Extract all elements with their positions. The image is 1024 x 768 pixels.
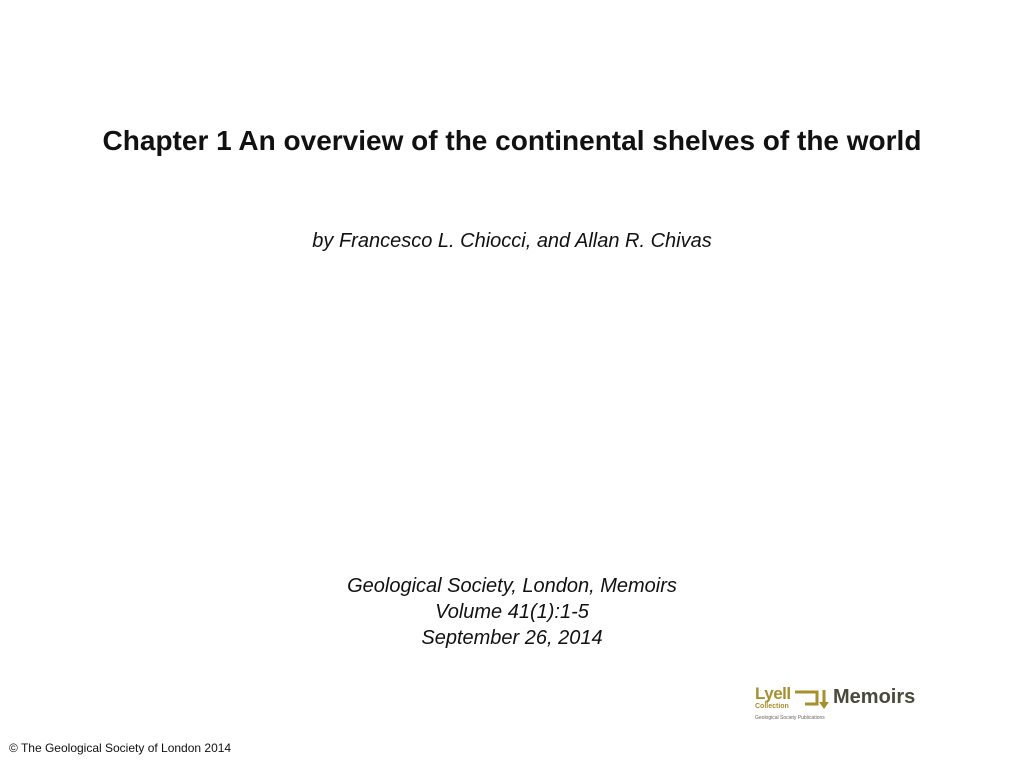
logo-arrow-icon	[793, 684, 833, 714]
chapter-title: Chapter 1 An overview of the continental shelves of the world	[102, 125, 922, 156]
logo-publisher-text: Geological Society Publications	[755, 715, 825, 721]
journal-name: Geological Society, London, Memoirs	[347, 575, 677, 597]
copyright-notice: © The Geological Society of London 2014	[9, 741, 232, 755]
logo-collection-text: Collection	[755, 703, 789, 710]
logo-memoirs-text: Memoirs	[833, 686, 916, 708]
citation-block	[60, 573, 964, 651]
author-line: by Francesco L. Chiocci, and Allan R. Chivas	[312, 230, 712, 252]
lyell-memoirs-logo	[753, 684, 916, 726]
publication-date: September 26, 2014	[421, 627, 603, 649]
logo-lyell-text: Lyell	[755, 684, 791, 703]
volume-pages: Volume 41(1):1-5	[435, 601, 589, 623]
